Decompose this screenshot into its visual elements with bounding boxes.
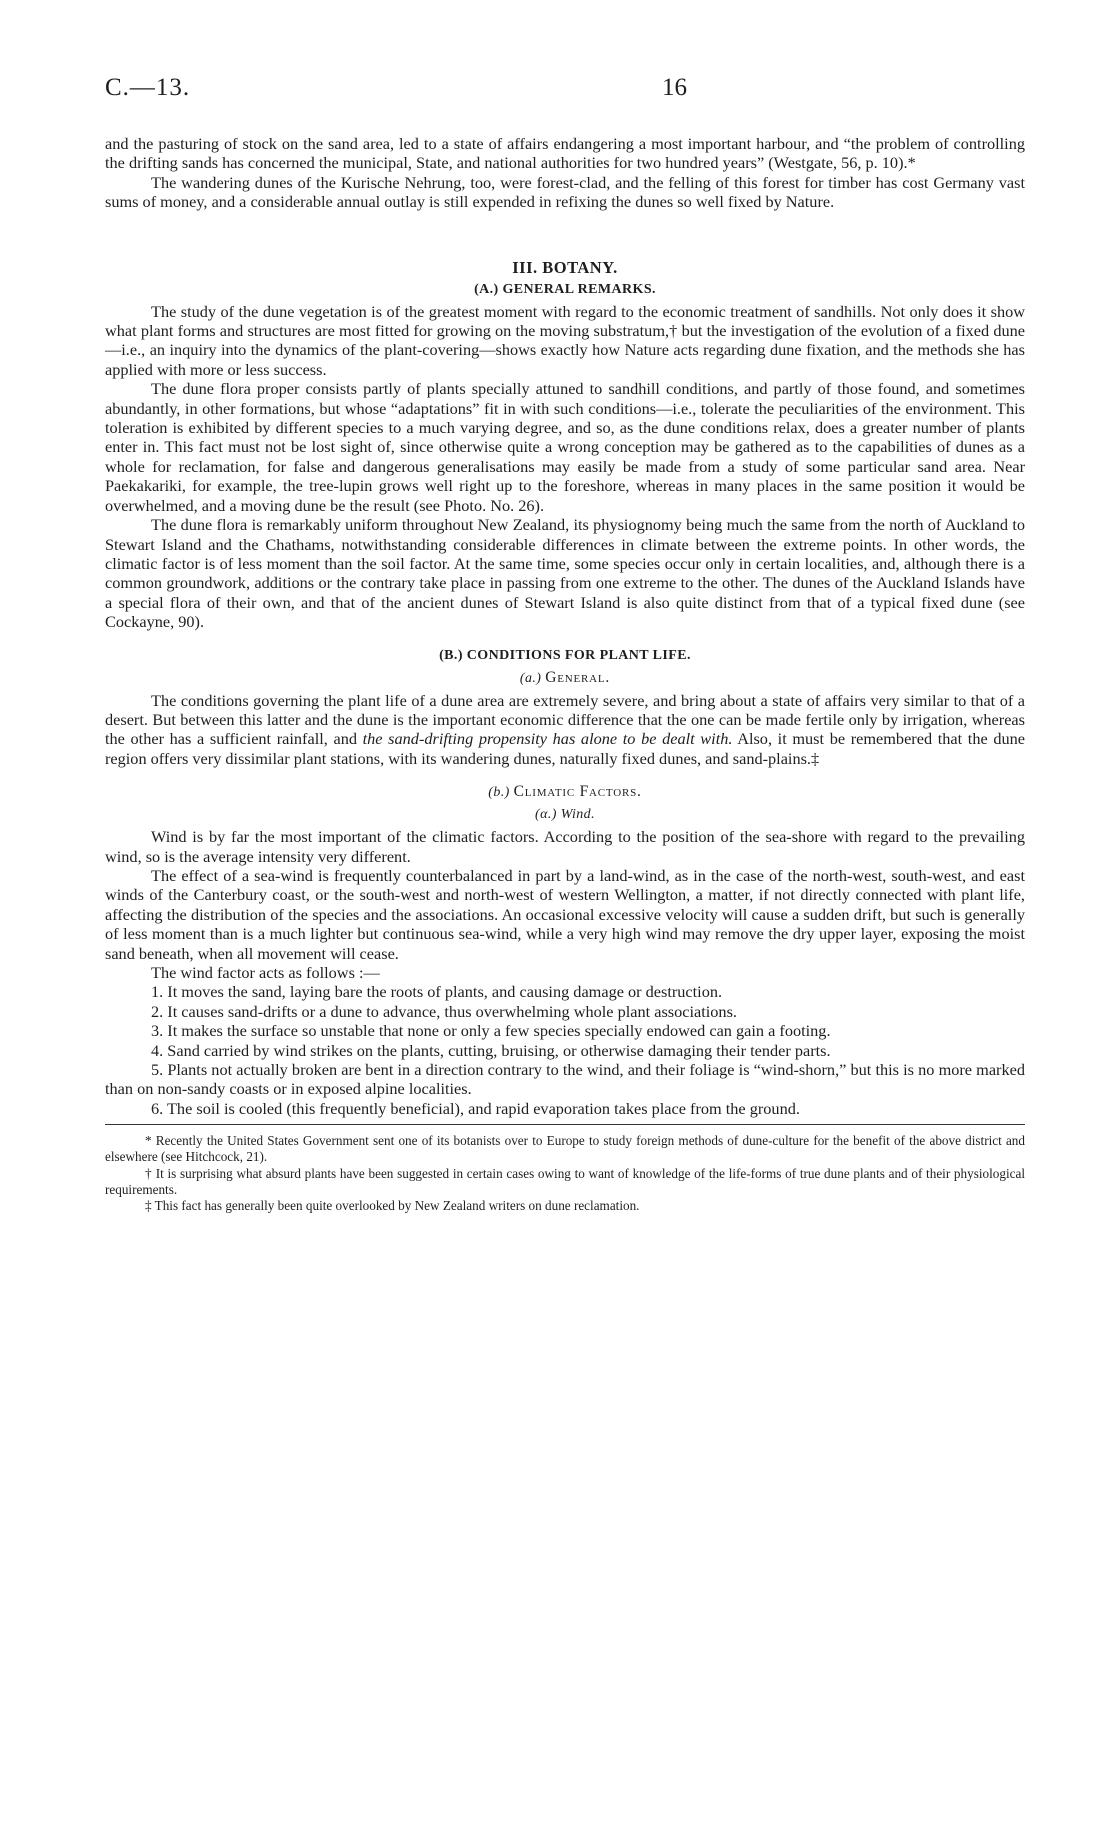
list-item-1: 1. It moves the sand, laying bare the roots of plants, and causing damage or destruction.: [151, 982, 723, 1002]
heading-wind: (α.) Wind.: [535, 807, 595, 823]
list-item-2: 2. It causes sand-drifts or a dune to advance, thus overwhelming whole plant associations.: [151, 1001, 737, 1021]
footnotes: [105, 1133, 1025, 1214]
footnote-double-dagger: ‡ This fact has generally been quite overlooked by New Zealand writers on dune reclamation.: [145, 1198, 640, 1214]
document-reference: C.—13.: [105, 74, 191, 101]
paragraph-wind-importance: Wind is by far the most important of the climatic factors. According to the position of the sea-shore with regard to the prevailing wind, so is the average intensity very different.: [105, 827, 1025, 866]
list-item-5: 5. Plants not actually broken are bent in a direction contrary to the wind, and their foliage is “wind-shorn,” but this is no more marked than on non-sandy coasts or in exposed alpine localities.: [105, 1060, 1025, 1099]
heading-climatic-factors: (b.) Climatic Factors.: [488, 783, 642, 801]
footnote-dagger: † It is surprising what absurd plants have been suggested in certain cases owing to want of knowledge of the life-forms of true dune plants and of their physiological requirements.: [105, 1165, 1025, 1197]
footnote-asterisk: * Recently the United States Government sent one of its botanists over to Europe to study foreign methods of dune-culture for the benefit of the above district and elsewhere (see Hitchcock, 21).: [105, 1133, 1025, 1165]
list-item-4: 4. Sand carried by wind strikes on the plants, cutting, bruising, or otherwise damaging their tender parts.: [151, 1040, 831, 1060]
paragraph-dune-flora-uniform: The dune flora is remarkably uniform throughout New Zealand, its physiognomy being much the same from the north of Auckland to Stewart Island and the Chathams, notwithstanding considerable differences in climate between the extreme points. In other words, the climatic factor is of less moment than the soil factor. At the same time, some species occur only in certain localities, and, although there is a common groundwork, additions or the contrary take place in passing from one extreme to the other. The dunes of the Auckland Islands have a special flora of their own, and that of the ancient dunes of Stewart Island is also quite distinct from that of a typical fixed dune (see Cockayne, 90).: [105, 515, 1025, 632]
page-number: 16: [662, 74, 687, 101]
emphasis-sand-drifting: the sand-drifting propensity has alone to be dealt with.: [362, 729, 733, 749]
paragraph-dune-flora-proper: The dune flora proper consists partly of plants specially attuned to sandhill conditions, and partly of those found, and sometimes abundantly, in other formations, but whose “adaptations” fit in with such conditions—i.e., tolerate the peculiarities of the environment. This toleration is exhibited by different species to a much varying degree, and so, as the dune conditions relax, does a greater number of plants enter in. This fact must not be lost sight of, since otherwise quite a wrong conception may be gathered as to the capabilities of dunes as a whole for reclamation, for false and dangerous generalisations may easily be made from a study of some particular sand area. Near Paekakariki, for example, the tree-lupin grows well right up to the foreshore, whereas in many places in the same position it would be overwhelmed, and a moving dune be the result (see Photo. No. 26).: [105, 379, 1025, 515]
paragraph-dune-vegetation: The study of the dune vegetation is of the greatest moment with regard to the economic treatment of sandhills. Not only does it show what plant forms and structures are most fitted for growing on the moving substratum,† but the investigation of the evolution of a fixed dune—i.e., an inquiry into the dynamics of the plant-covering—shows exactly how Nature acts regarding dune fixation, and the methods she has applied with more or less success.: [105, 301, 1025, 379]
paragraph-wind-factor-intro: The wind factor acts as follows :—: [151, 963, 380, 982]
heading-conditions-plant-life: (B.) CONDITIONS FOR PLANT LIFE.: [439, 647, 691, 663]
list-item-3: 3. It makes the surface so unstable that none or only a few species specially endowed can gain a footing.: [151, 1021, 831, 1041]
heading-general-remarks: (A.) GENERAL REMARKS.: [474, 281, 656, 297]
paragraph-sea-wind-effect: The effect of a sea-wind is frequently counterbalanced in part by a land-wind, as in the case of the north-west, south-west, and east winds of the Canterbury coast, or the south-west and north-west of western Wellington, a matter, if not directly connected with plant life, affecting the distribution of the species and the associations. An occasional excessive velocity will cause a sudden drift, but such is generally of less moment than is a much lighter but continuous sea-wind, while a very high wind may remove the dry upper layer, exposing the moist sand beneath, when all movement will cease.: [105, 865, 1025, 963]
paragraph-kurische-nehrung: The wandering dunes of the Kurische Nehrung, too, were forest-clad, and the felling of this forest for timber has cost Germany vast sums of money, and a considerable annual outlay is still expended in refixing the dunes so well fixed by Nature.: [105, 172, 1025, 212]
page-body: [105, 134, 1025, 1214]
list-item-6: 6. The soil is cooled (this frequently beneficial), and rapid evaporation takes place from the ground.: [151, 1098, 800, 1118]
paragraph-continued: and the pasturing of stock on the sand area, led to a state of affairs endangering a most important harbour, and “the problem of controlling the drifting sands has concerned the municipal, State, and national authorities for two hundred years” (Westgate, 56, p. 10).*: [105, 134, 1025, 173]
paragraph-conditions: The conditions governing the plant life of a dune area are extremely severe, and bring about a state of affairs very similar to that of a desert. But between this latter and the dune is the important economic difference that the one can be made fertile only by irrigation, whereas the other has a sufficient rainfall, and the sand-drifting propensity has alone to be dealt with. Also, it must be remembered that the dune region offers very dissimilar plant stations, with its wandering dunes, naturally fixed dunes, and sand-plains.‡: [105, 690, 1025, 768]
page-header: [105, 74, 1025, 114]
footnote-divider: [105, 1124, 1025, 1125]
section-title-botany: III. BOTANY.: [512, 257, 618, 277]
heading-general: (a.) General.: [519, 668, 611, 686]
